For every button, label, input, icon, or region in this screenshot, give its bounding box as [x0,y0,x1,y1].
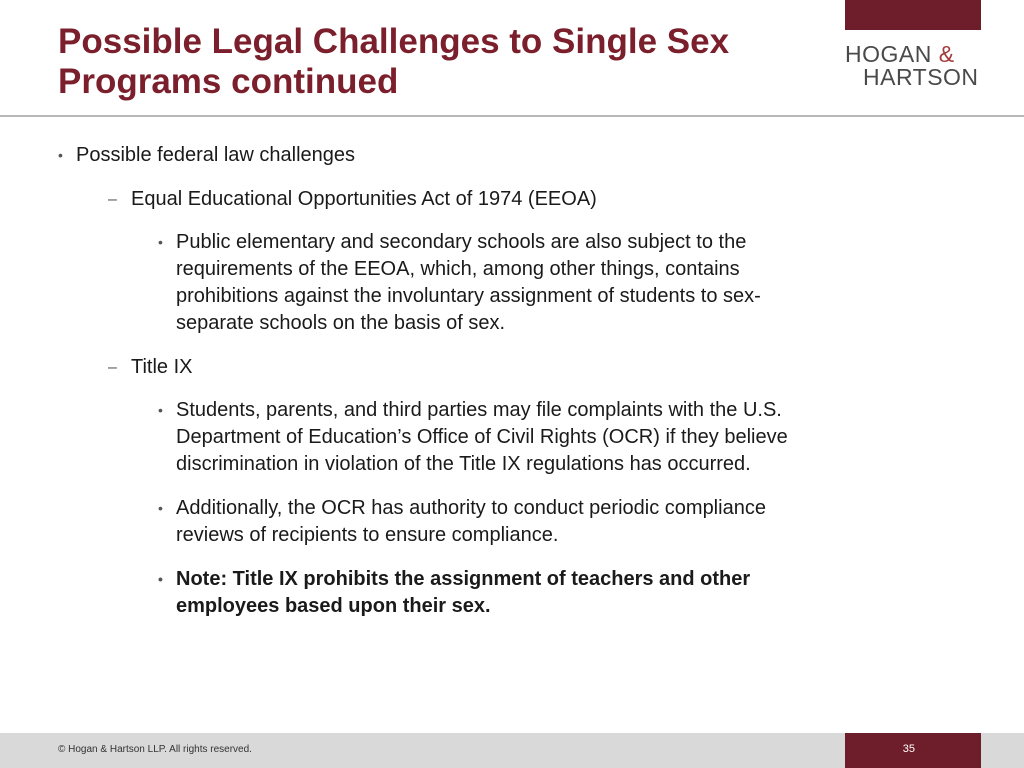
sub-bullet-title-ix [56,354,816,381]
copyright-notice: © Hogan & Hartson LLP. All rights reserved. [58,744,252,755]
bullet-text: Note: Title IX prohibits the assignment of teachers and other employees based upon their sex. [176,568,751,617]
bullet-icon: • [158,500,163,516]
page-number: 35 [902,743,915,755]
detail-note [56,566,816,620]
bullet-icon: • [58,147,63,163]
bullet-text: Title IX [131,356,193,378]
dash-icon: – [108,191,117,208]
bullet-text: Equal Educational Opportunities Act of 1974 (EEOA) [131,188,597,210]
logo-line-1 [845,43,985,66]
hogan-hartson-logo [845,43,985,89]
bullet-icon: • [158,234,163,250]
logo-hogan: HOGAN [845,41,932,67]
title-divider [0,115,1024,117]
logo-ampersand: & [938,41,955,67]
top-accent-bar [845,0,981,30]
slide-body [56,142,816,637]
sub-bullet-eeoa [56,186,816,213]
slide-title: Possible Legal Challenges to Single Sex Programs continued [58,22,730,101]
bullet-federal-challenges [56,142,816,169]
detail-eeoa [56,229,816,337]
bullet-icon: • [158,571,163,587]
logo-line-2: HARTSON [863,64,979,90]
dash-icon: – [108,359,117,376]
bullet-text: Public elementary and secondary schools are also subject to the requirements of the EEOA, which, among other things, contains prohibitions against the involuntary assignment of students to sex-separate schools on the basis of sex. [176,231,761,334]
bullet-text: Possible federal law challenges [76,144,356,166]
bullet-icon: • [158,402,163,418]
detail-ocr-reviews [56,495,816,549]
bullet-text: Students, parents, and third parties may file complaints with the U.S. Department of Education’s Office of Civil Rights (OCR) if they believe discrimination in violation of the Title IX regulations has occurred. [176,399,788,475]
detail-complaints [56,397,816,478]
bullet-text: Additionally, the OCR has authority to conduct periodic compliance reviews of recipients to ensure compliance. [176,497,766,546]
